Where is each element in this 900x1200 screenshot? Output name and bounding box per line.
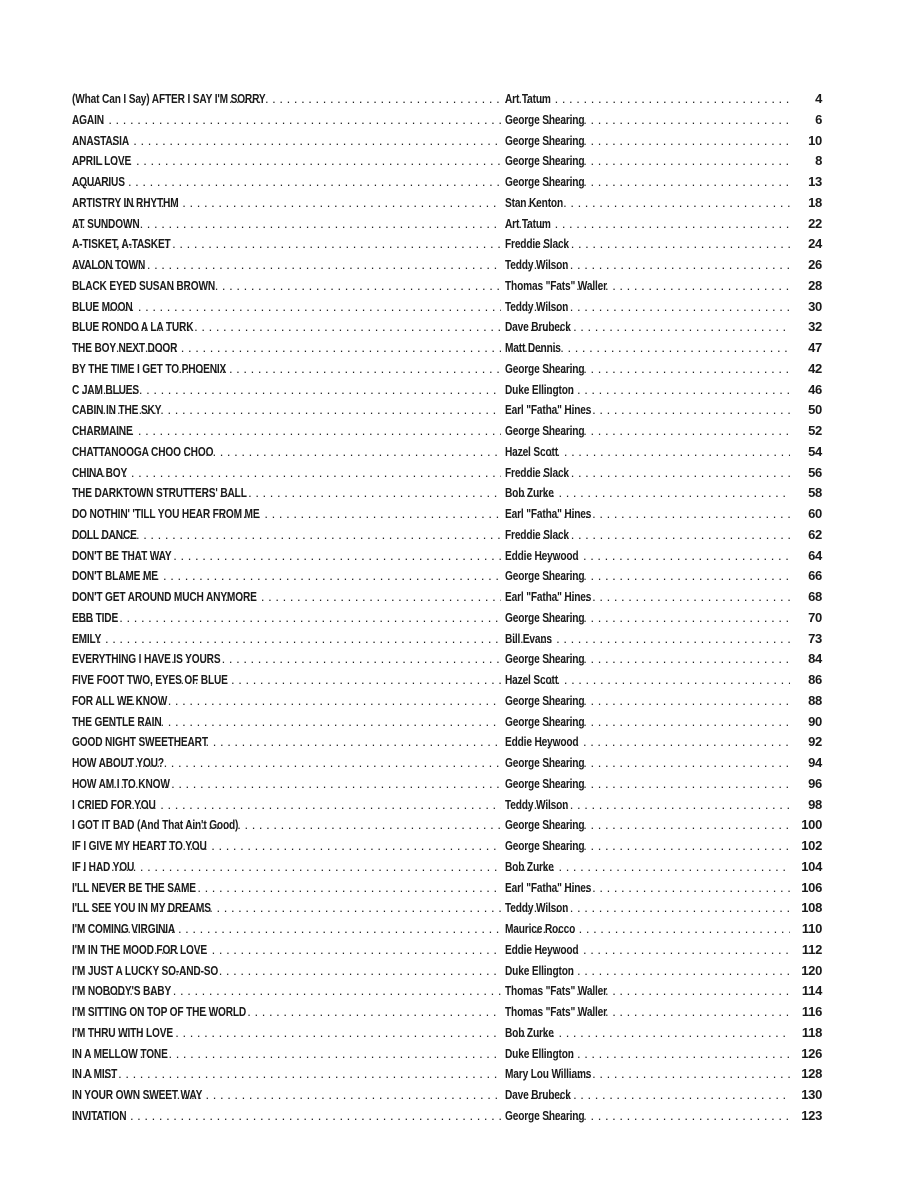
song-title: ARTISTRY IN RHYTHM: [72, 194, 179, 210]
page-number: 118: [801, 1024, 822, 1040]
page-number: 114: [801, 983, 822, 999]
song-title: ANASTASIA: [72, 132, 130, 148]
page-number: 100: [801, 817, 822, 833]
page-number: 106: [801, 879, 822, 895]
page-number: 120: [801, 962, 822, 978]
toc-entry: [72, 566, 822, 587]
song-title: I GOT IT BAD (And That Ain't Good): [72, 817, 239, 833]
page-number: 66: [808, 568, 822, 584]
song-title: CHATTANOOGA CHOO CHOO: [72, 443, 214, 459]
page-number: 47: [808, 340, 822, 355]
dot-leader: [72, 608, 501, 629]
toc-entry: [72, 151, 822, 172]
song-title: DON'T GET AROUND MUCH ANYMORE: [72, 589, 257, 604]
artist-name: Maurice Rocco: [505, 921, 576, 936]
artist-name: Bob Zurke: [505, 858, 554, 874]
page-number: 64: [808, 547, 822, 563]
artist-name: George Shearing: [505, 713, 585, 729]
page-number: 42: [808, 360, 822, 376]
song-title: THE DARKTOWN STRUTTERS' BALL: [72, 485, 247, 501]
artist-name: Earl "Fatha" Hines: [505, 506, 592, 521]
artist-name: Hazel Scott: [505, 672, 558, 687]
song-title: I'M SITTING ON TOP OF THE WORLD: [72, 1004, 247, 1019]
song-title: BLUE RONDO A LA TURK: [72, 319, 194, 335]
artist-name: Eddie Heywood: [505, 941, 579, 957]
artist-name: George Shearing: [505, 360, 585, 376]
page-number: 123: [801, 1107, 822, 1123]
artist-name: George Shearing: [505, 609, 585, 625]
song-title: I'M JUST A LUCKY SO-AND-SO: [72, 962, 219, 978]
toc-entry: [72, 1085, 822, 1106]
song-title: C JAM BLUES: [72, 381, 140, 397]
song-title: HOW ABOUT YOU?: [72, 755, 164, 770]
toc-entry: [72, 525, 822, 546]
page-number: 110: [801, 921, 822, 936]
toc-entry: [72, 131, 822, 152]
toc-entry: [72, 961, 822, 982]
toc-entry: [72, 338, 822, 359]
song-title: FIVE FOOT TWO, EYES OF BLUE: [72, 672, 228, 687]
song-title: I'M COMING VIRGINIA: [72, 921, 176, 936]
song-title: I'LL SEE YOU IN MY DREAMS: [72, 900, 211, 916]
artist-name: Thomas "Fats" Waller: [505, 277, 607, 293]
page-number: 62: [808, 526, 822, 542]
song-title: AQUARIUS: [72, 174, 125, 189]
page-number: 32: [808, 319, 822, 335]
page-number: 22: [808, 215, 822, 231]
page-number: 96: [808, 775, 822, 791]
song-title: IN A MIST: [72, 1066, 118, 1082]
artist-name: George Shearing: [505, 153, 585, 169]
page-number: 86: [808, 672, 822, 687]
page-number: 4: [815, 91, 822, 106]
dot-leader: [72, 1064, 501, 1085]
page-number: 58: [808, 485, 822, 501]
page-number: 13: [808, 174, 822, 189]
dot-leader: [72, 629, 501, 650]
toc-entry: [72, 1106, 822, 1127]
artist-name: George Shearing: [505, 692, 585, 708]
toc-entry: [72, 504, 822, 525]
artist-name: George Shearing: [505, 568, 585, 584]
page-number: 60: [808, 506, 822, 521]
dot-leader: [72, 421, 501, 442]
song-title: AVALON TOWN: [72, 257, 146, 272]
artist-name: George Shearing: [505, 174, 585, 189]
song-title: HOW AM I TO KNOW: [72, 775, 170, 791]
artist-name: George Shearing: [505, 423, 585, 438]
toc-entry: [72, 463, 822, 484]
dot-leader: [171, 649, 501, 670]
toc-entry: [72, 691, 822, 712]
toc-entry: [72, 981, 822, 1002]
toc-entry: [72, 795, 822, 816]
artist-name: Thomas "Fats" Waller: [505, 1004, 607, 1019]
artist-name: Freddie Slack: [505, 464, 569, 480]
toc-entry: [72, 1002, 822, 1023]
toc-entry: [72, 898, 822, 919]
artist-name: Freddie Slack: [505, 526, 569, 542]
artist-name: George Shearing: [505, 755, 585, 770]
artist-name: Teddy Wilson: [505, 796, 569, 812]
dot-leader: [576, 981, 790, 1002]
page-number: 54: [808, 443, 822, 459]
toc-entry: [72, 483, 822, 504]
page-number: 102: [801, 838, 822, 853]
toc-entry: [72, 400, 822, 421]
song-title: DON'T BE THAT WAY: [72, 547, 172, 563]
page-number: 8: [815, 153, 822, 169]
page-number: 130: [801, 1087, 822, 1102]
toc-entry: [72, 940, 822, 961]
toc-entry: [72, 753, 822, 774]
artist-name: Matt Dennis: [505, 340, 561, 355]
song-title: EBB TIDE: [72, 609, 119, 625]
artist-name: George Shearing: [505, 838, 585, 853]
toc-entry: [72, 629, 822, 650]
artist-name: Bob Zurke: [505, 485, 554, 501]
song-title: GOOD NIGHT SWEETHEART: [72, 734, 208, 750]
page-number: 126: [801, 1045, 822, 1061]
toc-entry: [72, 172, 822, 193]
artist-name: Mary Lou Williams: [505, 1066, 592, 1082]
song-title: CHARMAINE: [72, 423, 133, 438]
artist-name: Art Tatum: [505, 91, 551, 106]
page-number: 104: [801, 858, 822, 874]
page-number: 88: [808, 692, 822, 708]
toc-entry: [72, 421, 822, 442]
artist-name: Teddy Wilson: [505, 900, 569, 916]
song-title: (What Can I Say) AFTER I SAY I'M SORRY: [72, 91, 266, 106]
page-number: 50: [808, 402, 822, 418]
song-title: IN A MELLOW TONE: [72, 1045, 168, 1061]
page-number: 6: [815, 111, 822, 127]
page-number: 84: [808, 651, 822, 667]
dot-leader: [72, 172, 501, 193]
song-title: FOR ALL WE KNOW: [72, 692, 168, 708]
song-title: DOLL DANCE: [72, 526, 137, 542]
artist-name: Eddie Heywood: [505, 547, 579, 563]
song-title: EVERYTHING I HAVE IS YOURS: [72, 651, 221, 667]
artist-name: George Shearing: [505, 651, 585, 667]
song-title: BY THE TIME I GET TO PHOENIX: [72, 360, 227, 376]
dot-leader: [221, 504, 501, 525]
artist-name: Earl "Fatha" Hines: [505, 589, 592, 604]
artist-name: Duke Ellington: [505, 1045, 574, 1061]
song-title: I CRIED FOR YOU: [72, 796, 156, 812]
page-number: 28: [808, 277, 822, 293]
artist-name: Stan Kenton: [505, 194, 564, 210]
toc-entry: [72, 608, 822, 629]
page-number: 90: [808, 713, 822, 729]
song-title: IF I HAD YOU: [72, 858, 135, 874]
toc-entry: [72, 380, 822, 401]
artist-name: George Shearing: [505, 132, 585, 148]
artist-name: Teddy Wilson: [505, 257, 569, 272]
artist-name: Freddie Slack: [505, 236, 569, 252]
page-number: 56: [808, 464, 822, 480]
page-number: 128: [801, 1066, 822, 1082]
toc-entry: [72, 546, 822, 567]
song-title: DON'T BLAME ME: [72, 568, 158, 584]
page-number: 24: [808, 236, 822, 252]
toc-entry: [72, 359, 822, 380]
song-title: AGAIN: [72, 111, 104, 127]
artist-name: Dave Brubeck: [505, 1087, 571, 1102]
dot-leader: [72, 857, 501, 878]
toc-entry: [72, 712, 822, 733]
dot-leader: [72, 151, 501, 172]
song-title: AT SUNDOWN: [72, 215, 140, 231]
dot-leader: [72, 297, 501, 318]
song-title: DO NOTHIN' 'TILL YOU HEAR FROM ME: [72, 506, 260, 521]
toc-entry: [72, 255, 822, 276]
song-title: CHINA BOY: [72, 464, 128, 480]
toc-entry: [72, 732, 822, 753]
song-title: BLACK EYED SUSAN BROWN: [72, 277, 216, 293]
dot-leader: [204, 1002, 501, 1023]
dot-leader: [205, 483, 501, 504]
toc-entry: [72, 587, 822, 608]
song-title: BLUE MOON: [72, 298, 133, 314]
song-title: IF I GIVE MY HEART TO YOU: [72, 838, 207, 853]
toc-entry: [72, 442, 822, 463]
page-number: 112: [801, 941, 822, 957]
song-title: EMILY: [72, 630, 102, 646]
artist-name: George Shearing: [505, 1107, 585, 1123]
song-title: I'LL NEVER BE THE SAME: [72, 879, 196, 895]
dot-leader: [218, 587, 501, 608]
artist-name: Teddy Wilson: [505, 298, 569, 314]
artist-name: Bill Evans: [505, 630, 552, 646]
page-number: 108: [801, 900, 822, 916]
page-number: 26: [808, 257, 822, 272]
song-title: I'M NOBODY'S BABY: [72, 983, 172, 999]
page-number: 46: [808, 381, 822, 397]
dot-leader: [72, 1106, 501, 1127]
song-title: CABIN IN THE SKY: [72, 402, 162, 418]
artist-name: Bob Zurke: [505, 1024, 554, 1040]
dot-leader: [576, 276, 790, 297]
table-of-contents: [72, 89, 822, 1127]
artist-name: George Shearing: [505, 775, 585, 791]
dot-leader: [194, 815, 501, 836]
song-title: I'M THRU WITH LOVE: [72, 1024, 173, 1040]
toc-entry: [72, 1023, 822, 1044]
dot-leader: [180, 670, 501, 691]
song-title: A-TISKET, A-TASKET: [72, 236, 171, 252]
toc-entry: [72, 276, 822, 297]
page-number: 18: [808, 194, 822, 210]
toc-entry: [72, 878, 822, 899]
page-number: 73: [808, 630, 822, 646]
dot-leader: [576, 1002, 790, 1023]
artist-name: Duke Ellington: [505, 962, 574, 978]
page-number: 98: [808, 796, 822, 812]
page-number: 30: [808, 298, 822, 314]
page-number: 52: [808, 423, 822, 438]
artist-name: Hazel Scott: [505, 443, 558, 459]
dot-leader: [178, 359, 501, 380]
toc-entry: [72, 815, 822, 836]
song-title: THE BOY NEXT DOOR: [72, 340, 178, 355]
toc-entry: [72, 919, 822, 940]
dot-leader: [72, 463, 501, 484]
toc-entry: [72, 649, 822, 670]
toc-entry: [72, 1064, 822, 1085]
artist-name: George Shearing: [505, 817, 585, 833]
toc-entry: [72, 297, 822, 318]
toc-entry: [72, 1044, 822, 1065]
toc-entry: [72, 110, 822, 131]
dot-leader: [72, 131, 501, 152]
dot-leader: [72, 110, 501, 131]
toc-entry: [72, 89, 822, 110]
toc-entry: [72, 857, 822, 878]
page-number: 94: [808, 755, 822, 770]
artist-name: Earl "Fatha" Hines: [505, 402, 592, 418]
artist-name: Duke Ellington: [505, 381, 574, 397]
toc-entry: [72, 317, 822, 338]
artist-name: George Shearing: [505, 111, 585, 127]
song-title: INVITATION: [72, 1107, 127, 1123]
toc-entry: [72, 214, 822, 235]
artist-name: Thomas "Fats" Waller: [505, 983, 607, 999]
artist-name: Earl "Fatha" Hines: [505, 879, 592, 895]
song-title: I'M IN THE MOOD FOR LOVE: [72, 941, 208, 957]
page-number: 116: [801, 1004, 822, 1019]
artist-name: Art Tatum: [505, 215, 551, 231]
song-title: IN YOUR OWN SWEET WAY: [72, 1087, 203, 1102]
page-number: 68: [808, 589, 822, 604]
dot-leader: [229, 89, 501, 110]
toc-entry: [72, 836, 822, 857]
page-number: 70: [808, 609, 822, 625]
toc-entry: [72, 234, 822, 255]
toc-entry: [72, 670, 822, 691]
artist-name: Dave Brubeck: [505, 319, 571, 335]
toc-entry: [72, 193, 822, 214]
page-number: 10: [808, 132, 822, 148]
toc-entry: [72, 774, 822, 795]
song-title: THE GENTLE RAIN: [72, 713, 162, 729]
song-title: APRIL LOVE: [72, 153, 132, 169]
page-number: 92: [808, 734, 822, 750]
artist-name: Eddie Heywood: [505, 734, 579, 750]
